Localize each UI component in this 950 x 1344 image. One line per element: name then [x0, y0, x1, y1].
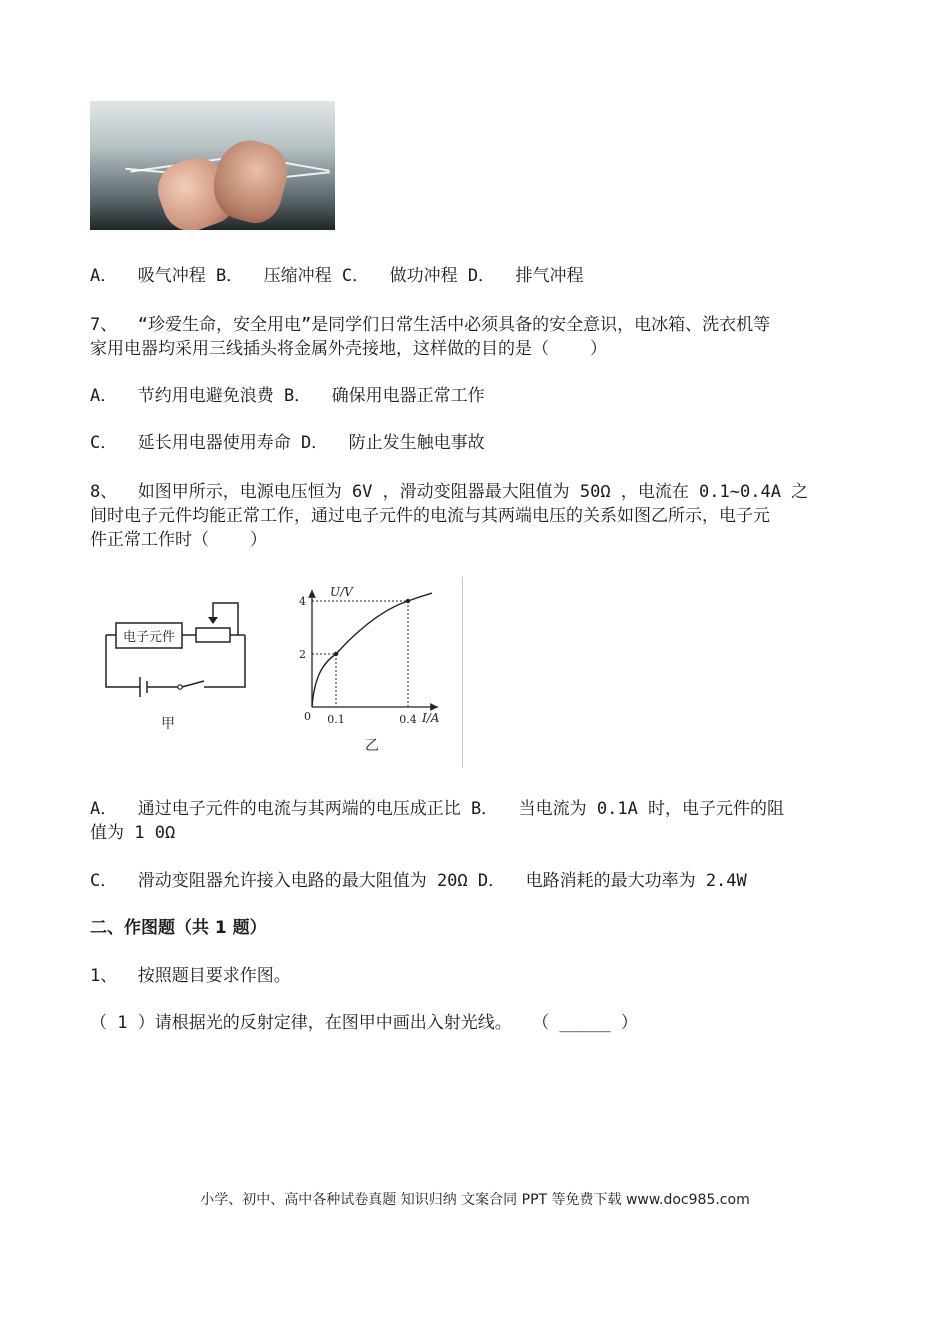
q8-line1: 8、 如图甲所示，电源电压恒为 6V ，滑动变阻器最大阻值为 50Ω ，电流在 0.1~0.4A 之 [90, 482, 809, 502]
component-label: 电子元件 [122, 630, 176, 645]
switch-arm [182, 681, 204, 687]
iv-graph [290, 580, 460, 755]
marked-point [406, 599, 410, 603]
slider-arrow [208, 617, 218, 624]
q7-options-cd: C． 延长用电器使用寿命 D． 防止发生触电事故 [90, 433, 485, 453]
section-2-title: 二、作图题（共 1 题） [90, 918, 267, 938]
q8-options-cd: C． 滑动变阻器允许接入电路的最大阻值为 20Ω D． 电路消耗的最大功率为 2.4W [90, 871, 747, 891]
rheostat-resistor [196, 628, 230, 642]
q6-options: A． 吸气冲程 B． 压缩冲程 C． 做功冲程 D． 排气冲程 [90, 266, 584, 286]
y-tick-label: 2 [299, 648, 306, 661]
x-tick-label: 0.1 [327, 713, 345, 726]
draw-question-1-part1: （ 1 ）请根据光的反射定律，在图甲中画出入射光线。 （ _____ ） [90, 1013, 638, 1033]
q7-line1: 7、 “珍爱生命，安全用电”是同学们日常生活中必须具备的安全意识，电冰箱、洗衣机等 [90, 315, 771, 335]
hands-with-wires-photo [90, 101, 335, 230]
page-footer: 小学、初中、高中各种试卷真题 知识归纳 文案合同 PPT 等免费下载 www.doc985.com [200, 1192, 750, 1208]
marked-point [334, 652, 338, 656]
iv-curve [312, 593, 432, 707]
circuit-caption: 甲 [161, 716, 175, 732]
y-tick-label: 4 [299, 595, 306, 608]
q8-line3: 件正常工作时（ ） [90, 530, 267, 550]
draw-question-1: 1、 按照题目要求作图。 [90, 966, 291, 986]
origin-label: 0 [304, 710, 311, 723]
q7-options-ab: A． 节约用电避免浪费 B． 确保用电器正常工作 [90, 386, 485, 406]
q8-options-ab-line2: 值为 1 0Ω [90, 823, 176, 843]
graph-caption: 乙 [365, 738, 379, 754]
x-tick-label: 0.4 [399, 713, 417, 726]
q7-line2: 家用电器均采用三线插头将金属外壳接地，这样做的目的是（ ） [90, 339, 607, 359]
circuit-diagram [100, 595, 250, 735]
switch-contact [178, 685, 182, 689]
q8-options-ab-line1: A． 通过电子元件的电流与其两端的电压成正比 B． 当电流为 0.1A 时，电子元件的阻 [90, 799, 785, 819]
figure-divider [462, 577, 463, 768]
q8-line2: 间时电子元件均能正常工作，通过电子元件的电流与其两端电压的关系如图乙所示，电子元 [90, 506, 770, 526]
y-axis-label: U/V [330, 585, 353, 599]
x-axis-label: I/A [422, 711, 440, 725]
